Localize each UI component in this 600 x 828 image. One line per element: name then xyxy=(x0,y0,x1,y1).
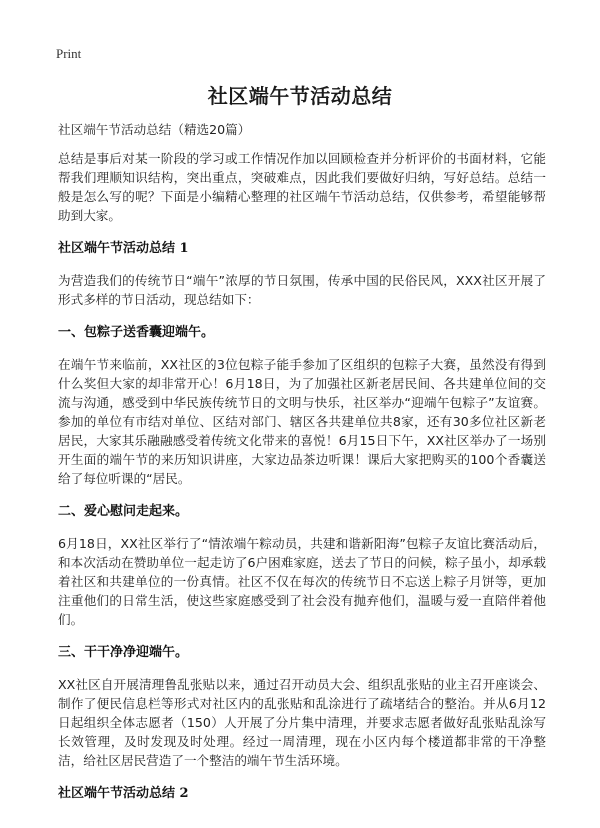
print-link[interactable]: Print xyxy=(56,46,82,61)
subsection-heading-2: 二、爱心慰问走起来。 xyxy=(58,504,189,519)
subsection-paragraph-3: XX社区自开展清理鲁乱张贴以来，通过召开动员大会、组织乱张贴的业主召开座谈会、制作了便民信息栏等形式对社区内的乱张贴和乱涂进行了疏堵结合的整治。并从6月12日起组织全体志愿者（150）人开展了分片集中清理，并要求志愿者做好乱张贴乱涂写长效管理，及时发现及时处理。经过一周清理，现在小区内每个楼道都非常的干净整洁，给社区居民营造了一个整洁的端午节生活环境。 xyxy=(58,677,546,768)
subsection-paragraph-2: 6月18日，XX社区举行了“情浓端午粽动员，共建和谐新阳海”包粽子友谊比赛活动后，和本次活动在赞助单位一起走访了6户困难家庭，送去了节日的问候，粽子虽小，却承载着社区和共建单位的一份真情。社区不仅在每次的传统节日不忘送上粽子月饼等，更加注重他们的日常生活，使这些家庭感受到了社会没有抛弃他们，温暖与爱一直陪伴着他们。 xyxy=(58,536,546,627)
page-title: 社区端午节活动总结 xyxy=(207,84,393,108)
subsection-paragraph-1: 在端午节来临前，XX社区的3位包粽子能手参加了区组织的包粽子大赛，虽然没有得到什么奖但大家的却非常开心！6月18日，为了加强社区新老居民间、各共建单位间的交流与沟通，感受到中华民族传统节日的文明与快乐，社区举办“迎端午包粽子”友谊赛。参加的单位有市结对单位、区结对部门、辖区各共建单位共8家，还有30多位社区新老居民，大家其乐融融感受着传统文化带来的喜悦！6月15日下午，XX社区举办了一场别开生面的端午节的来历知识讲座，大家边品茶边听课！课后大家把购买的100个香囊送给了每位听课的“居民。 xyxy=(58,357,546,486)
subsection-heading-3: 三、干干净净迎端午。 xyxy=(58,645,189,660)
section-1-opening: 为营造我们的传统节日“端午”浓厚的节日氛围，传承中国的民俗民风，XXX社区开展了形式多样的节日活动，现总结如下： xyxy=(58,273,546,307)
section-heading-1: 社区端午节活动总结 1 xyxy=(58,241,189,256)
intro-paragraph: 总结是事后对某一阶段的学习或工作情况作加以回顾检查并分析评价的书面材料，它能帮我们理顺知识结构，突出重点，突破难点，因此我们要做好归纳，写好总结。总结一般是怎么写的呢？下面是小编精心整理的社区端午节活动总结，仅供参考，希望能够帮助到大家。 xyxy=(58,151,546,223)
section-heading-2: 社区端午节活动总结 2 xyxy=(58,786,189,801)
article-body xyxy=(58,120,546,816)
subsection-heading-1: 一、包粽子送香囊迎端午。 xyxy=(58,325,215,340)
article-subtitle: 社区端午节活动总结（精选20篇） xyxy=(58,122,251,137)
